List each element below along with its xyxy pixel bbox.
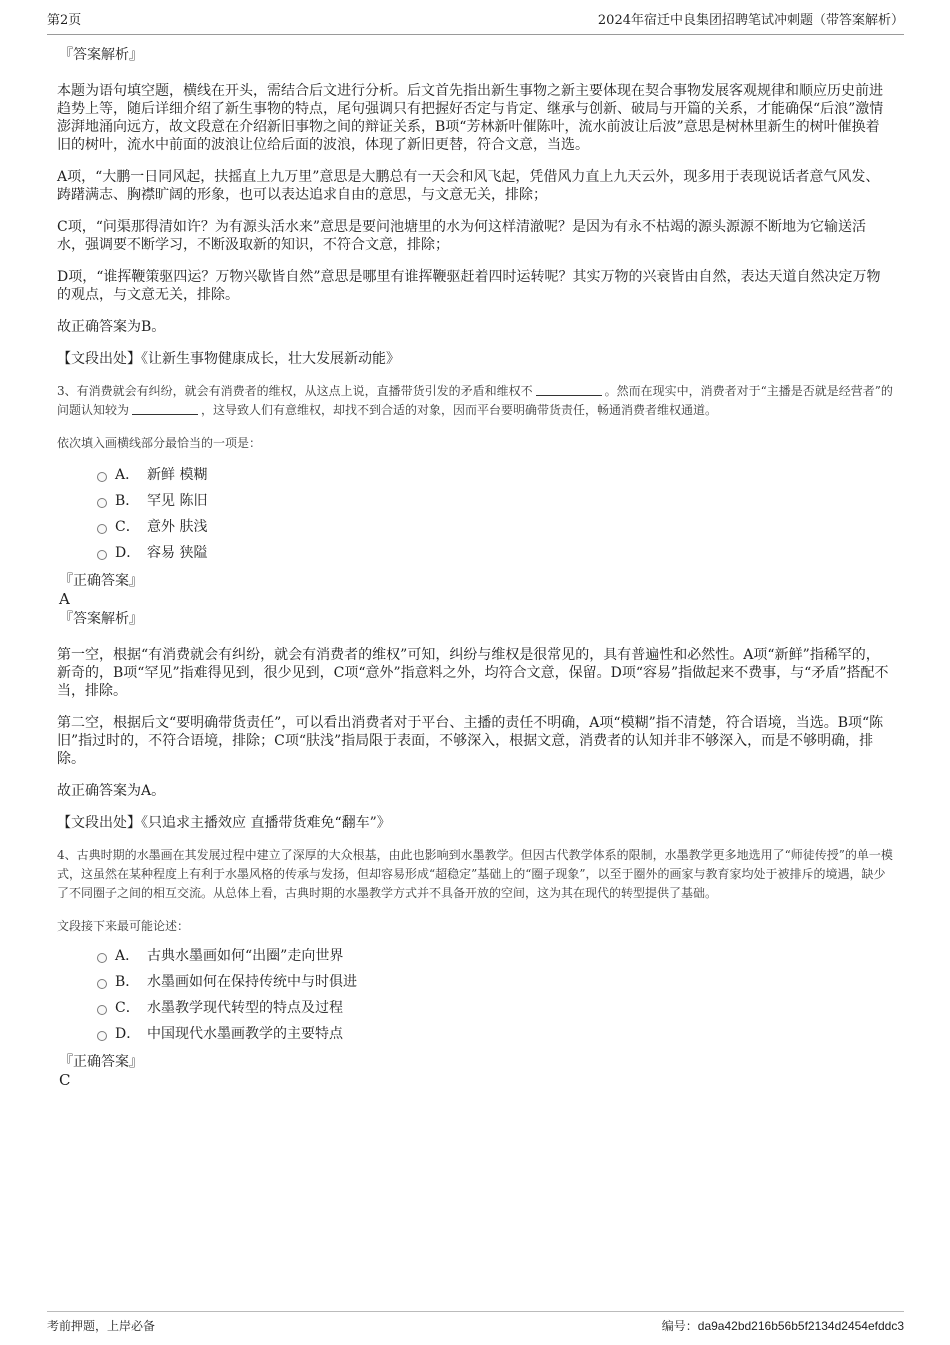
- question-4-options: [57, 945, 893, 1049]
- option-a[interactable]: A． 古典水墨画如何“出圈”走向世界: [57, 945, 893, 971]
- option-c[interactable]: C． 水墨教学现代转型的特点及过程: [57, 997, 893, 1023]
- correct-answer-label: 『正确答案』: [59, 573, 143, 589]
- option-a[interactable]: A． 新鲜 模糊: [57, 464, 893, 490]
- question-4-stem: 4、古典时期的水墨画在其发展过程中建立了深厚的大众根基，由此也影响到水墨教学。但因古代教学体系的限制，水墨教学更多地选用了“师徒传授”的单一模式，这虽然在某种程度上有利于水墨风格的传承与发扬，但却容易形成“超稳定”基础上的“圈子现象”，以至于圈外的画家与教育家均处于被排斥的境遇，缺少了不同圈子之间的相互交流。从总体上看，古典时期的水墨教学方式并不具备开放的空间，这为其在现代的转型提供了基础。: [57, 848, 893, 900]
- passage-source: 【文段出处】《让新生事物健康成长，壮大发展新动能》: [57, 351, 400, 367]
- correct-answer-label: 『正确答案』: [59, 1054, 143, 1070]
- radio-icon[interactable]: [97, 979, 107, 989]
- analysis-option-a: A项，“大鹏一日同风起，扶摇直上九万里”意思是大鹏总有一天会和风飞起，凭借风力直上九天云外，现多用于表现说话者意气风发、踌躇满志、胸襟旷阔的形象，也可以表达追求自由的意思，与文意无关，排除；: [57, 169, 880, 203]
- radio-icon[interactable]: [97, 550, 107, 560]
- correct-answer: A: [59, 590, 70, 608]
- radio-icon[interactable]: [97, 524, 107, 534]
- analysis-option-c: C项，“问渠那得清如许？为有源头活水来”意思是要问池塘里的水为何这样清澈呢？是因为有永不枯竭的源头源源不断地为它输送活水，强调要不断学习，不断汲取新的知识，不符合文意，排除；: [57, 219, 867, 253]
- analysis-blank-1: 第一空，根据“有消费就会有纠纷，就会有消费者的维权”可知，纠纷与维权是很常见的，具有普遍性和必然性。A项“新鲜”指稀罕的，新奇的，B项“罕见”指难得见到，很少见到，C项“意外”指意料之外，均符合文意，保留。D项“容易”指做起来不费事，与“矛盾”搭配不当，排除。: [57, 647, 889, 699]
- analysis-paragraph: 本题为语句填空题，横线在开头，需结合后文进行分析。后文首先指出新生事物之新主要体现在契合事物发展客观规律和顺应历史前进趋势上等，随后详细介绍了新生事物的特点，尾句强调只有把握好否定与肯定、继承与创新、破局与开篇的关系，才能确保“后浪”激情澎湃地涌向远方，故文段意在介绍新旧事物之间的辩证关系，B项“芳林新叶催陈叶，流水前波让后波”意思是树林里新生的树叶催换着旧的树叶，流水中前面的波浪让位给后面的波浪，体现了新旧更替，符合文意，当选。: [57, 83, 884, 153]
- question-3-options: [57, 464, 893, 568]
- answer-analysis-label: 『答案解析』: [59, 611, 143, 627]
- page-content: [57, 46, 893, 1089]
- page-footer: [47, 1311, 904, 1342]
- option-b[interactable]: B． 罕见 陈旧: [57, 490, 893, 516]
- analysis-conclusion: 故正确答案为A。: [57, 783, 166, 799]
- document-code: 编号：da9a42bd216b56b5f2134d2454efddc3: [661, 1319, 904, 1333]
- page-number: 第2页: [47, 13, 82, 28]
- document-title: 2024年宿迁中良集团招聘笔试冲刺题（带答案解析）: [597, 13, 904, 28]
- radio-icon[interactable]: [97, 953, 107, 963]
- option-d[interactable]: D． 中国现代水墨画教学的主要特点: [57, 1023, 893, 1049]
- question-3-prompt: 依次填入画横线部分最恰当的一项是：: [57, 436, 262, 450]
- footer-slogan: 考前押题，上岸必备: [47, 1319, 156, 1333]
- passage-source: 【文段出处】《只追求主播效应 直播带货难免“翻车”》: [57, 815, 391, 831]
- correct-answer: C: [59, 1071, 71, 1089]
- answer-analysis-label: 『答案解析』: [59, 47, 143, 63]
- radio-icon[interactable]: [97, 1005, 107, 1015]
- analysis-blank-2: 第二空，根据后文“要明确带货责任”，可以看出消费者对于平台、主播的责任不明确，A项“模糊”指不清楚，符合语境，当选。B项“陈旧”指过时的，不符合语境，排除；C项“肤浅”指局限于表面，不够深入，根据文意，消费者的认知并非不够深入，而是不够明确，排除。: [57, 715, 884, 767]
- page-header: [47, 8, 904, 35]
- option-b[interactable]: B． 水墨画如何在保持传统中与时俱进: [57, 971, 893, 997]
- blank-1: [536, 383, 602, 396]
- blank-2: [132, 402, 198, 415]
- radio-icon[interactable]: [97, 1031, 107, 1041]
- question-4-prompt: 文段接下来最可能论述：: [57, 919, 190, 933]
- option-d[interactable]: D． 容易 狭隘: [57, 542, 893, 568]
- analysis-conclusion: 故正确答案为B。: [57, 319, 166, 335]
- analysis-option-d: D项，“谁挥鞭策驱四运？万物兴歇皆自然”意思是哪里有谁挥鞭驱赶着四时运转呢？其实万物的兴衰皆由自然，表达天道自然决定万物的观点，与文意无关，排除。: [57, 269, 881, 303]
- question-3-stem: 3、有消费就会有纠纷，就会有消费者的维权，从这点上说，直播带货引发的矛盾和维权不 。然而在现实中，消费者对于“主播是否就是经营者”的问题认知较为 ，这导致人们有意维权，却找不到合适的对象，因而平台要明确带货责任，畅通消费者维权通道。: [57, 384, 893, 417]
- radio-icon[interactable]: [97, 472, 107, 482]
- option-c[interactable]: C． 意外 肤浅: [57, 516, 893, 542]
- radio-icon[interactable]: [97, 498, 107, 508]
